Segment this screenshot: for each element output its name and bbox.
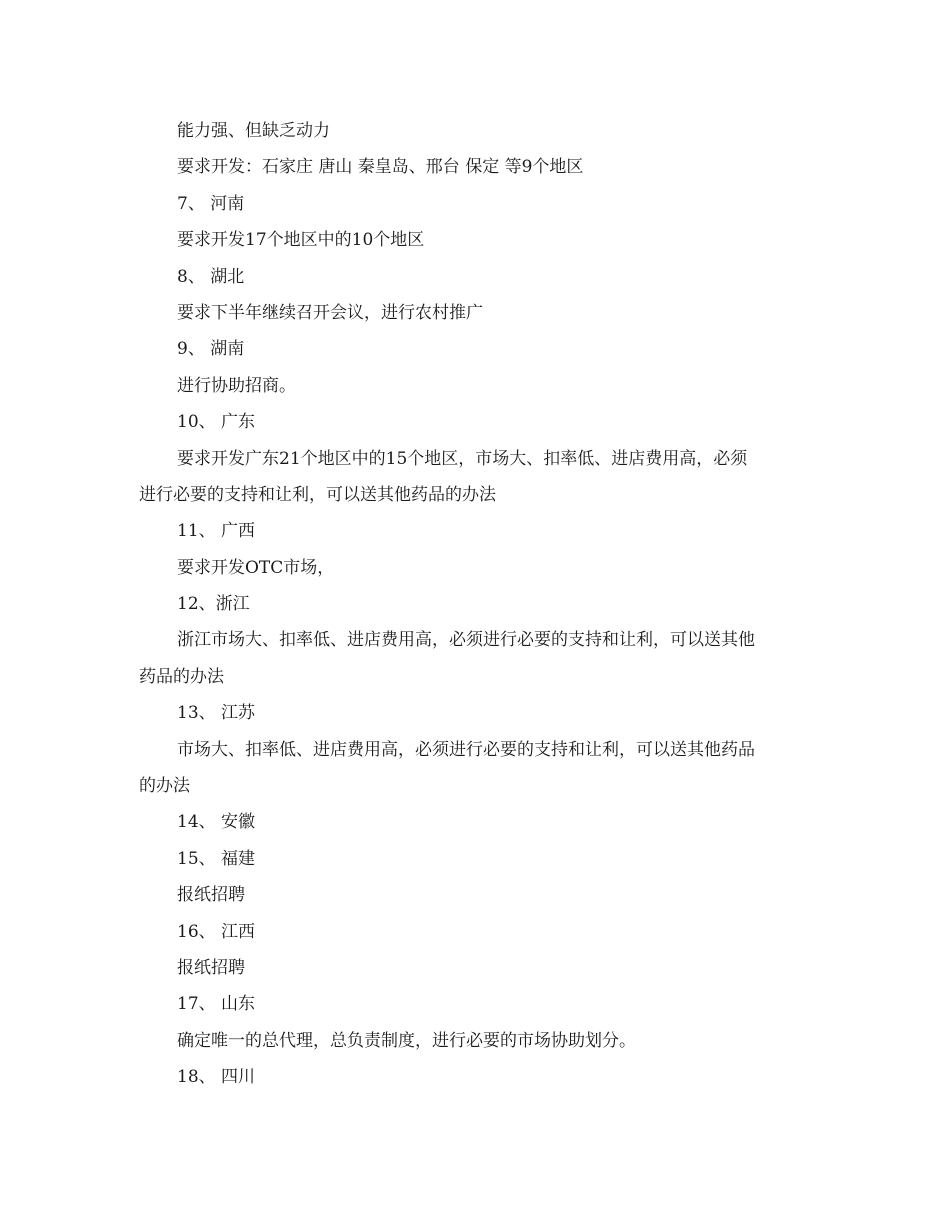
text-line: 15、 福建 [177,848,256,869]
text-line: 8、 湖北 [177,266,245,287]
text-line: 能力强、但缺乏动力 [177,121,330,141]
text-line: 11、 广西 [177,521,256,542]
text-line: 报纸招聘 [177,957,245,978]
text-line: 进行必要的支持和让利，可以送其他药品的办法 [139,484,496,505]
text-line: 17、 山东 [177,994,256,1015]
text-line: 要求开发OTC市场， [177,557,335,578]
text-line: 14、 安徽 [177,812,256,833]
document-body [139,113,819,1096]
text-line: 9、 湖南 [177,339,245,360]
text-line: 报纸招聘 [177,885,245,906]
text-line: 要求开发：石家庄 唐山 秦皇岛、邢台 保定 等9个地区 [177,157,584,178]
text-line: 18、 四川 [177,1067,256,1088]
text-line: 进行协助招商。 [177,375,296,396]
text-line: 12、浙江 [177,594,250,615]
text-line: 16、 江西 [177,921,256,942]
text-line: 要求下半年继续召开会议，进行农村推广 [177,302,483,323]
text-line: 10、 广东 [177,412,256,433]
text-line: 浙江市场大、扣率低、进店费用高，必须进行必要的支持和让利，可以送其他 [177,630,755,651]
text-line: 药品的办法 [139,666,224,687]
text-line: 要求开发广东21个地区中的15个地区，市场大、扣率低、进店费用高，必须 [177,448,748,469]
text-line: 市场大、扣率低、进店费用高，必须进行必要的支持和让利，可以送其他药品 [177,739,755,760]
text-line: 的办法 [139,776,190,797]
text-line: 7、 河南 [177,193,245,214]
text-line: 确定唯一的总代理，总负责制度，进行必要的市场协助划分。 [177,1030,636,1051]
text-line: 要求开发17个地区中的10个地区 [177,230,425,251]
text-line: 13、 江苏 [177,703,256,724]
